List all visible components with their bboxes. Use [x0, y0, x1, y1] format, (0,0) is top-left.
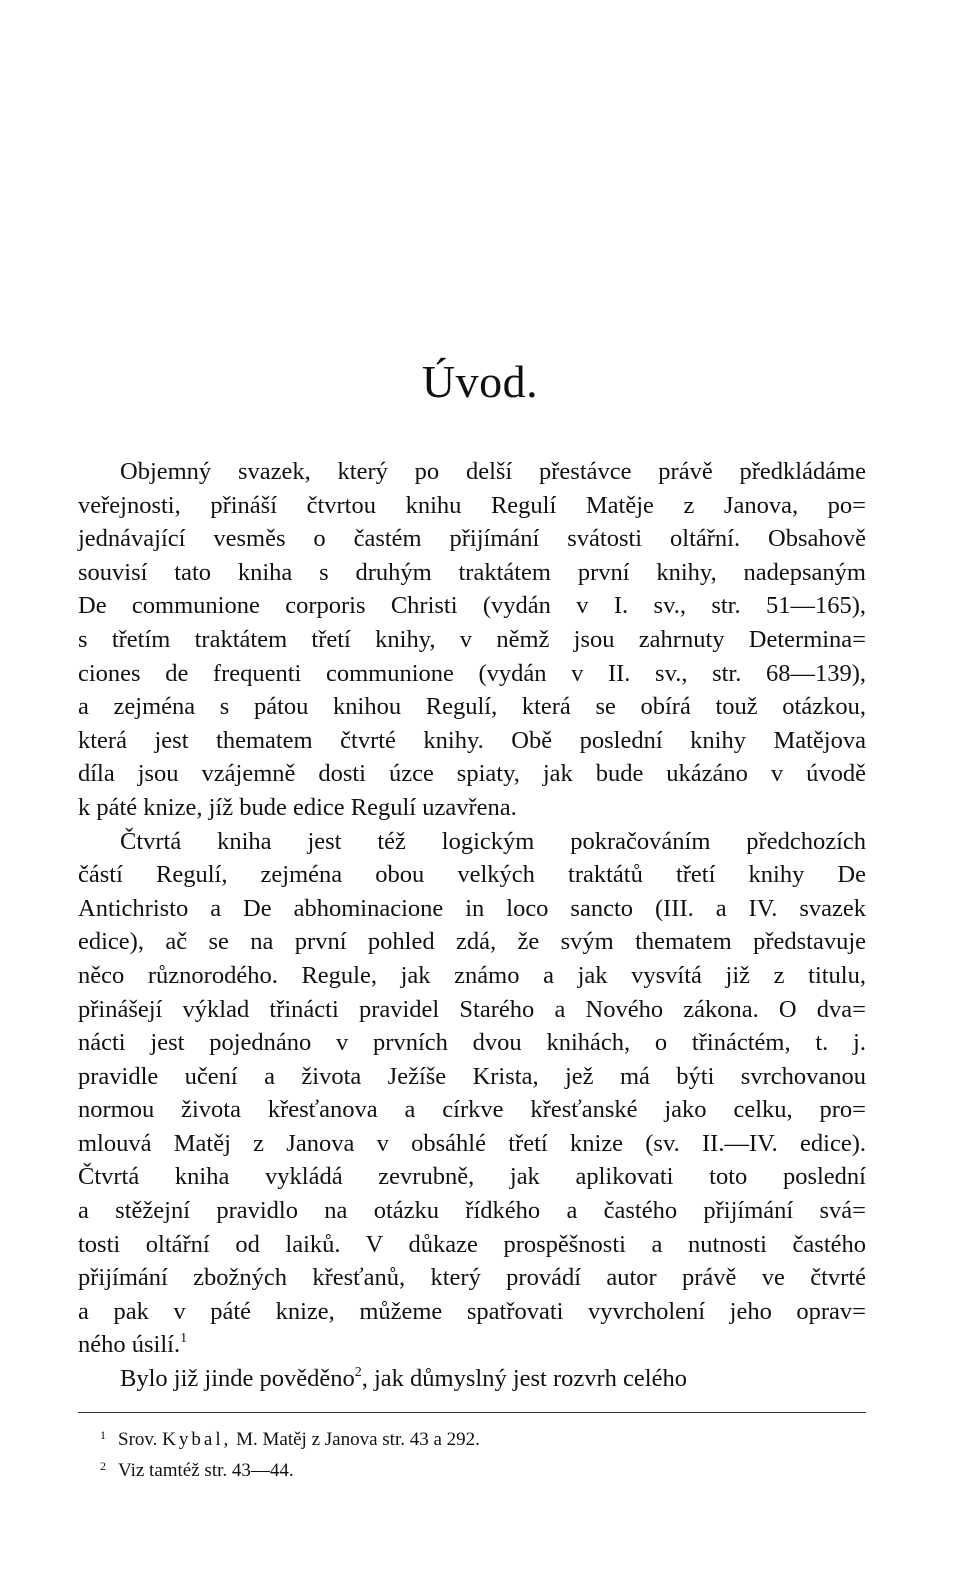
text-line: [78, 1362, 866, 1396]
text-line-content: částí Regulí, zejména obou velkých traktátů třetí knihy De: [78, 861, 866, 889]
text-line-end: , jak důmyslný jest rozvrh celého: [361, 1365, 687, 1393]
footnote-2: [100, 1453, 818, 1484]
text-line-content: pravidle učení a života Ježíše Krista, jež má býti svrchovanou: [78, 1062, 866, 1090]
text-line-content: Antichristo a De abhominacione in loco sancto (III. a IV. svazek: [78, 894, 866, 922]
text-line: [78, 757, 866, 791]
text-line: [78, 1093, 866, 1127]
text-line: [78, 1328, 866, 1362]
text-line-content: veřejnosti, přináší čtvrtou knihu Regulí Matěje z Janova, po=: [78, 491, 866, 519]
text-line: [78, 993, 866, 1027]
text-line: [78, 690, 866, 724]
paragraph-3: [78, 1362, 866, 1396]
text-line: [78, 1026, 866, 1060]
footnote-ref: 1: [180, 1331, 188, 1347]
footnote-text: M. Matěj z Janova str. 43 a 292.: [231, 1429, 480, 1450]
text-line: [78, 1160, 866, 1194]
text-line: [78, 925, 866, 959]
text-line: [78, 522, 866, 556]
text-line: [78, 1295, 866, 1329]
text-line-content: přijímání zbožných křesťanů, který provádí autor právě ve čtvrté: [78, 1264, 866, 1292]
text-line-content: souvisí tato kniha s druhým traktátem první knihy, nadepsaným: [78, 558, 866, 586]
footnote-prefix: Srov.: [118, 1429, 163, 1450]
text-line-content: nácti jest pojednáno v prvních dvou knihách, o třináctém, t. j.: [78, 1029, 866, 1057]
footnote-mark: 1: [100, 1428, 106, 1442]
text-line-content: a stěžejní pravidlo na otázku řídkého a častého přijímání svá=: [78, 1197, 866, 1225]
text-line: [78, 556, 866, 590]
text-line: [78, 1060, 866, 1094]
text-line-content: a zejména s pátou knihou Regulí, která se obírá touž otázkou,: [78, 693, 866, 721]
text-line-content: která jest thematem čtvrté knihy. Obě poslední knihy Matějova: [78, 726, 866, 754]
text-line: [78, 858, 866, 892]
text-line: [78, 959, 866, 993]
text-line-content: něco různorodého. Regule, jak známo a jak vysvítá již z titulu,: [78, 961, 866, 989]
footnote-author: Kybal,: [162, 1429, 232, 1450]
footnote-text: Viz tamtéž str. 43—44.: [118, 1460, 294, 1481]
text-line-content: s třetím traktátem třetí knihy, v němž jsou zahrnuty Determina=: [78, 625, 866, 653]
text-line: [78, 1261, 866, 1295]
text-line: [78, 825, 866, 859]
text-line-start: Bylo již jinde pověděno: [120, 1365, 355, 1393]
footnote-divider: [78, 1412, 866, 1413]
text-line: [78, 657, 866, 691]
text-line-content: k páté knize, jíž bude edice Regulí uzavřena.: [78, 793, 517, 821]
text-line-content: normou života křesťanova a církve křesťanské jako celku, pro=: [78, 1096, 866, 1124]
text-line: [78, 455, 866, 489]
text-line: [78, 791, 866, 825]
text-line: [78, 724, 866, 758]
text-line-content: ného úsilí.: [78, 1331, 181, 1359]
text-line-content: Čtvrtá kniha jest též logickým pokračováním předchozích: [120, 827, 866, 855]
text-line-content: ciones de frequenti communione (vydán v II. sv., str. 68—139),: [78, 659, 866, 687]
text-line: [78, 1228, 866, 1262]
text-line: [78, 589, 866, 623]
text-line: [78, 489, 866, 523]
footnotes: [100, 1422, 818, 1484]
body-text: [78, 455, 866, 1396]
text-line: [78, 623, 866, 657]
footnote-1: [100, 1422, 818, 1453]
footnote-ref: 2: [354, 1365, 362, 1381]
text-line-content: Objemný svazek, který po delší přestávce právě předkládáme: [120, 458, 866, 485]
text-line-content: mlouvá Matěj z Janova v obsáhlé třetí knize (sv. II.—IV. edice).: [78, 1129, 866, 1157]
text-line-content: edice), ač se na první pohled zdá, že svým thematem představuje: [78, 928, 866, 956]
footnote-mark: 2: [100, 1459, 106, 1473]
text-line: [78, 1194, 866, 1228]
text-line-content: díla jsou vzájemně dosti úzce spiaty, jak bude ukázáno v úvodě: [78, 760, 866, 788]
paragraph-1: [78, 455, 866, 825]
text-line: [78, 1127, 866, 1161]
text-line-content: Čtvrtá kniha vykládá zevrubně, jak aplikovati toto poslední: [78, 1163, 866, 1191]
text-line-content: přinášejí výklad třinácti pravidel Starého a Nového zákona. O dva=: [78, 995, 866, 1023]
page-title: Úvod.: [421, 356, 539, 407]
text-line-content: De communione corporis Christi (vydán v I. sv., str. 51—165),: [78, 592, 866, 620]
paragraph-2: [78, 825, 866, 1363]
text-line-content: jednávající vesměs o častém přijímání svátosti oltářní. Obsahově: [78, 525, 866, 553]
text-line-content: tosti oltářní od laiků. V důkaze prospěšnosti a nutnosti častého: [78, 1230, 866, 1258]
text-line-content: a pak v páté knize, můžeme spatřovati vyvrcholení jeho oprav=: [78, 1297, 866, 1325]
text-line: [78, 892, 866, 926]
